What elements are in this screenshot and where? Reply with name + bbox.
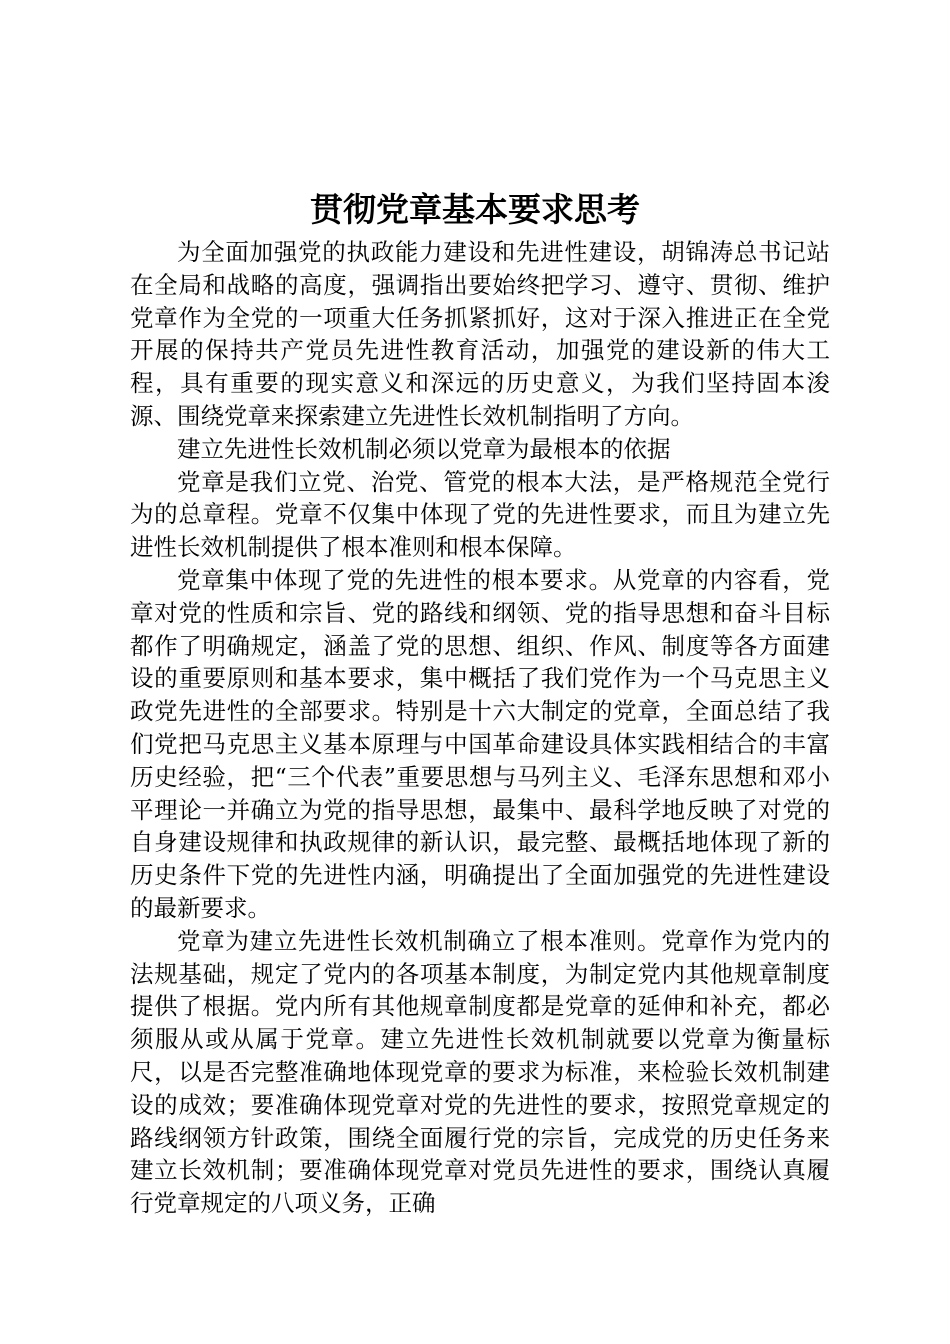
document-body (130, 236, 830, 1220)
paragraph: 党章是我们立党、治党、管党的根本大法，是严格规范全党行为的总章程。党章不仅集中体现了党的先进性要求，而且为建立先进性长效机制提供了根本准则和根本保障。 (130, 467, 830, 562)
paragraph: 党章为建立先进性长效机制确立了根本准则。党章作为党内的法规基础，规定了党内的各项基本制度，为制定党内其他规章制度提供了根据。党内所有其他规章制度都是党章的延伸和补充，都必须服从或从属于党章。建立先进性长效机制就要以党章为衡量标尺，以是否完整准确地体现党章的要求为标准，来检验长效机制建设的成效；要准确体现党章对党的先进性的要求，按照党章规定的路线纲领方针政策，围绕全面履行党的宗旨，完成党的历史任务来建立长效机制；要准确体现党章对党员先进性的要求，围绕认真履行党章规定的八项义务，正确 (130, 926, 830, 1218)
document-title: 贯彻党章基本要求思考 (310, 190, 640, 229)
paragraph: 党章集中体现了党的先进性的根本要求。从党章的内容看，党章对党的性质和宗旨、党的路线和纲领、党的指导思想和奋斗目标都作了明确规定，涵盖了党的思想、组织、作风、制度等各方面建设的重要原则和基本要求，集中概括了我们党作为一个马克思主义政党先进性的全部要求。特别是十六大制定的党章，全面总结了我们党把马克思主义基本原理与中国革命建设具体实践相结合的丰富历史经验，把“三个代表”重要思想与马列主义、毛泽东思想和邓小平理论一并确立为党的指导思想，最集中、最科学地反映了对党的自身建设规律和执政规律的新认识，最完整、最概括地体现了新的历史条件下党的先进性内涵，明确提出了全面加强党的先进性建设的最新要求。 (130, 565, 830, 922)
paragraph-intro: 为全面加强党的执政能力建设和先进性建设，胡锦涛总书记站在全局和战略的高度，强调指出要始终把学习、遵守、贯彻、维护党章作为全党的一项重大任务抓紧抓好，这对于深入推进正在全党开展的保持共产党员先进性教育活动，加强党的建设新的伟大工程，具有重要的现实意义和深远的历史意义，为我们坚持固本浚源、围绕党章来探索建立先进性长效机制指明了方向。 (130, 238, 830, 430)
section-heading: 建立先进性长效机制必须以党章为最根本的依据 (177, 434, 671, 463)
